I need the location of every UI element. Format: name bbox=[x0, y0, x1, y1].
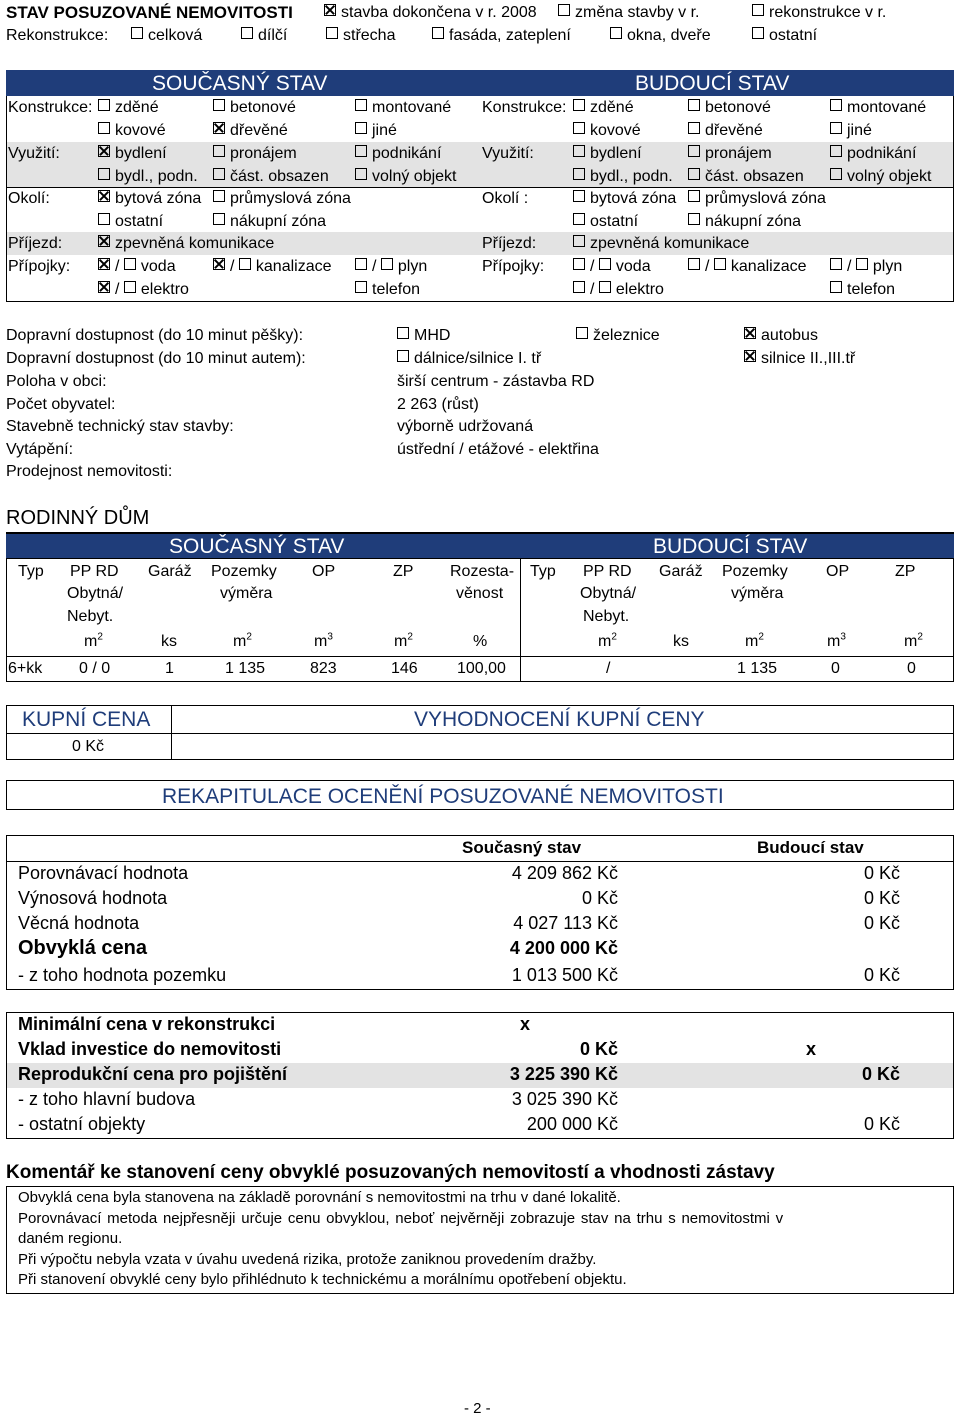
okoli-label: Okolí: bbox=[8, 190, 50, 207]
checkbox[interactable] bbox=[355, 168, 367, 180]
checkbox[interactable] bbox=[573, 122, 585, 134]
rd-fut-pozemky: 1 135 bbox=[737, 660, 778, 677]
rd-fh-pprd: PP RD bbox=[583, 563, 632, 580]
checkbox-checked[interactable] bbox=[98, 145, 110, 157]
cur-jine[interactable]: jiné bbox=[355, 122, 397, 140]
checkbox[interactable] bbox=[397, 350, 409, 362]
state-header-band bbox=[6, 70, 954, 96]
checkbox[interactable] bbox=[688, 99, 700, 111]
poloha-label: Poloha v obci: bbox=[6, 373, 107, 390]
recap-label-porovnavaci: Porovnávací hodnota bbox=[18, 863, 189, 883]
checkbox[interactable] bbox=[124, 281, 136, 293]
checkbox[interactable] bbox=[576, 327, 588, 339]
rek-celkova[interactable]: celková bbox=[131, 27, 202, 45]
recap-fut-porovnavaci: 0 Kč bbox=[863, 863, 900, 883]
rd-fh-zp: ZP bbox=[895, 563, 916, 580]
rekap-title: REKAPITULACE OCENĚNÍ POSUZOVANÉ NEMOVITOSTI bbox=[162, 785, 724, 808]
rd-h-venost: věnost bbox=[456, 585, 504, 602]
rd-h-pozemky: Pozemky bbox=[211, 563, 277, 580]
rd-cur-pprd: 0 / 0 bbox=[79, 660, 111, 677]
rd-fut-pprd: / bbox=[606, 660, 611, 677]
car-silnice[interactable]: silnice II.,III.tř bbox=[744, 350, 855, 368]
checkbox[interactable] bbox=[124, 258, 136, 270]
fut-betonove[interactable]: betonové bbox=[688, 99, 771, 117]
rd-fh-op: OP bbox=[826, 563, 850, 580]
checkbox[interactable] bbox=[213, 213, 225, 225]
checkbox[interactable] bbox=[98, 168, 110, 180]
recap2-label-vklad: Vklad investice do nemovitosti bbox=[18, 1039, 282, 1059]
recap-cur-vecna: 4 027 113 Kč bbox=[513, 913, 618, 933]
rek-strecha[interactable]: střecha bbox=[326, 27, 395, 45]
comment-line: Porovnávací metoda nejpřesněji určuje cenu obvyklou, neboť nejvěrněji zobrazuje stav na trhu s nemovitostmi v bbox=[18, 1210, 784, 1227]
walk-label: Dopravní dostupnost (do 10 minut pěšky): bbox=[6, 327, 304, 344]
comment-line: Při výpočtu nebyla vzata v úvahu uvedená rizika, protože zaniknou provedením dražby. bbox=[18, 1251, 597, 1268]
fut-bydl-podn[interactable]: bydl., podn. bbox=[573, 168, 673, 186]
rek-ostatni[interactable]: ostatní bbox=[752, 27, 817, 45]
rd-unit: $m^2$ bbox=[904, 631, 923, 650]
checkbox[interactable] bbox=[98, 122, 110, 134]
checkbox[interactable] bbox=[355, 145, 367, 157]
checkbox-checked[interactable] bbox=[98, 190, 110, 202]
checkbox[interactable] bbox=[599, 281, 611, 293]
checkbox[interactable] bbox=[599, 258, 611, 270]
fut-bytova-zona[interactable]: bytová zóna bbox=[573, 190, 676, 208]
table-border bbox=[6, 301, 954, 302]
rd-cur-rozestavenost: 100,00 bbox=[457, 660, 506, 677]
checkbox[interactable] bbox=[688, 168, 700, 180]
rd-cur-pozemky: 1 135 bbox=[225, 660, 266, 677]
rd-row-line bbox=[6, 656, 954, 657]
rek-okna[interactable]: okna, dveře bbox=[610, 27, 711, 45]
walk-zeleznice[interactable]: železnice bbox=[576, 327, 660, 345]
recap-fut-pozemek: 0 Kč bbox=[863, 965, 900, 985]
rd-unit: $m^2$ bbox=[233, 631, 252, 650]
checkbox-checked[interactable] bbox=[744, 327, 756, 339]
recap2-cur-min: x bbox=[519, 1014, 530, 1034]
fut-ostatni[interactable]: ostatní bbox=[573, 213, 638, 231]
checkbox[interactable] bbox=[98, 213, 110, 225]
fut-volny-objekt[interactable]: volný objekt bbox=[830, 168, 932, 186]
cur-ostatni[interactable]: ostatní bbox=[98, 213, 163, 231]
rd-future-title: BUDOUCÍ STAV bbox=[653, 535, 808, 558]
checkbox[interactable] bbox=[752, 4, 764, 16]
konstrukce-label-future: Konstrukce: bbox=[482, 99, 567, 116]
fut-cast-obsazen[interactable]: část. obsazen bbox=[688, 168, 804, 186]
recap2-fut-ostatni: 0 Kč bbox=[863, 1114, 900, 1134]
recap2-fut-vklad: x bbox=[806, 1039, 817, 1059]
checkbox[interactable] bbox=[830, 99, 842, 111]
checkbox[interactable] bbox=[213, 99, 225, 111]
checkbox[interactable] bbox=[688, 258, 700, 270]
cur-bytova-zona[interactable]: bytová zóna bbox=[98, 190, 201, 208]
prijezd-label: Příjezd: bbox=[8, 235, 63, 252]
checkbox[interactable] bbox=[830, 281, 842, 293]
recap2-label-min: Minimální cena v rekonstrukci bbox=[18, 1014, 276, 1034]
cur-nakupni-zona[interactable]: nákupní zóna bbox=[213, 213, 326, 231]
fut-nakupni-zona[interactable]: nákupní zóna bbox=[688, 213, 801, 231]
checkbox[interactable] bbox=[355, 99, 367, 111]
rd-fut-zp: 0 bbox=[907, 660, 916, 677]
future-state-title: BUDOUCÍ STAV bbox=[635, 72, 790, 95]
walk-mhd[interactable]: MHD bbox=[397, 327, 450, 345]
recap2-cur-reprodukcni: 3 225 390 Kč bbox=[509, 1064, 618, 1084]
checkbox[interactable] bbox=[610, 27, 622, 39]
rd-cur-zp: 146 bbox=[391, 660, 418, 677]
checkbox[interactable] bbox=[397, 327, 409, 339]
rd-unit: ks bbox=[161, 633, 177, 650]
cur-zdene[interactable]: zděné bbox=[98, 99, 159, 117]
comment-title: Komentář ke stanovení ceny obvyklé posuzovaných nemovitostí a vhodnosti zástavy bbox=[6, 1162, 775, 1183]
vyhodnoceni-title: VYHODNOCENÍ KUPNÍ CENY bbox=[414, 708, 705, 731]
rd-unit: $m^2$ bbox=[84, 631, 103, 650]
cur-bydl-podn[interactable]: bydl., podn. bbox=[98, 168, 198, 186]
rd-cur-garaz: 1 bbox=[165, 660, 174, 677]
fut-plyn[interactable]: / plyn bbox=[830, 258, 902, 276]
recap-line bbox=[6, 861, 954, 862]
rd-title: RODINNÝ DŮM bbox=[6, 507, 150, 529]
rd-fut-op: 0 bbox=[831, 660, 840, 677]
fut-pronajem[interactable]: pronájem bbox=[688, 145, 772, 163]
recap-h-future: Budoucí stav bbox=[757, 838, 864, 857]
checkbox[interactable] bbox=[213, 190, 225, 202]
prodejnost-label: Prodejnost nemovitosti: bbox=[6, 463, 173, 480]
checkbox[interactable] bbox=[830, 122, 842, 134]
rd-fh-garaz: Garáž bbox=[659, 563, 703, 580]
rd-fh-obytna: Obytná/ bbox=[580, 585, 637, 602]
fut-prumyslova-zona[interactable]: průmyslová zóna bbox=[688, 190, 826, 208]
checkbox[interactable] bbox=[688, 145, 700, 157]
fut-podnikani[interactable]: podnikání bbox=[830, 145, 916, 163]
prijezd-label-future: Příjezd: bbox=[482, 235, 537, 252]
fut-jine[interactable]: jiné bbox=[830, 122, 872, 140]
poloha-value: širší centrum - zástavba RD bbox=[397, 373, 595, 390]
recap-fut-vynosova: 0 Kč bbox=[863, 888, 900, 908]
checkbox[interactable] bbox=[573, 258, 585, 270]
checkbox[interactable] bbox=[688, 190, 700, 202]
recap-cur-obvykla: 4 200 000 Kč bbox=[509, 938, 618, 958]
rek-dilci[interactable]: dílčí bbox=[241, 27, 287, 45]
fut-kanalizace[interactable]: / kanalizace bbox=[688, 258, 807, 276]
cur-podnikani[interactable]: podnikání bbox=[355, 145, 441, 163]
cur-kovove[interactable]: kovové bbox=[98, 122, 166, 140]
checkbox[interactable] bbox=[355, 281, 367, 293]
checkbox-checked[interactable] bbox=[213, 122, 225, 134]
cur-telefon[interactable]: telefon bbox=[355, 281, 420, 299]
fut-montovane[interactable]: montované bbox=[830, 99, 926, 117]
checkbox[interactable] bbox=[98, 99, 110, 111]
car-dalnice[interactable]: dálnice/silnice I. tř bbox=[397, 350, 541, 368]
stav-value: výborně udržovaná bbox=[397, 418, 534, 435]
recap-label-pozemek: - z toho hodnota pozemku bbox=[18, 965, 227, 985]
checkbox[interactable] bbox=[381, 258, 393, 270]
obyvatel-label: Počet obyvatel: bbox=[6, 396, 116, 413]
price-box-divider bbox=[171, 705, 172, 760]
checkbox[interactable] bbox=[573, 99, 585, 111]
rd-cur-typ: 6+kk bbox=[8, 660, 43, 677]
rd-h-pprd: PP RD bbox=[70, 563, 119, 580]
change-option[interactable]: změna stavby v r. bbox=[558, 4, 700, 22]
recap2-label-hlavni: - z toho hlavní budova bbox=[18, 1089, 196, 1109]
checkbox[interactable] bbox=[714, 258, 726, 270]
checkbox[interactable] bbox=[830, 168, 842, 180]
vytapeni-label: Vytápění: bbox=[6, 441, 74, 458]
fut-kovove[interactable]: kovové bbox=[573, 122, 641, 140]
pripojky-label: Přípojky: bbox=[8, 258, 71, 275]
checkbox[interactable] bbox=[688, 122, 700, 134]
kupni-cena-value: 0 Kč bbox=[72, 738, 105, 755]
checkbox[interactable] bbox=[830, 145, 842, 157]
cur-zpevnena[interactable]: zpevněná komunikace bbox=[98, 235, 274, 253]
checkbox-checked[interactable] bbox=[98, 235, 110, 247]
recap2-label-reprodukcni: Reprodukční cena pro pojištění bbox=[18, 1064, 288, 1084]
checkbox[interactable] bbox=[131, 27, 143, 39]
checkbox[interactable] bbox=[573, 168, 585, 180]
recap2-cur-hlavni: 3 025 390 Kč bbox=[511, 1089, 618, 1109]
rek-label: Rekonstrukce: bbox=[6, 27, 109, 44]
stav-label: Stavebně technický stav stavby: bbox=[6, 418, 234, 435]
kupni-cena-title: KUPNÍ CENA bbox=[22, 708, 151, 731]
checkbox[interactable] bbox=[213, 145, 225, 157]
checkbox[interactable] bbox=[355, 258, 367, 270]
rd-fh-vymera: výměra bbox=[731, 585, 784, 602]
cur-prumyslova-zona[interactable]: průmyslová zóna bbox=[213, 190, 351, 208]
pripojky-label-future: Přípojky: bbox=[482, 258, 545, 275]
fut-zpevnena[interactable]: zpevněná komunikace bbox=[573, 235, 749, 253]
cur-kanalizace[interactable]: / kanalizace bbox=[213, 258, 332, 276]
fut-elektro[interactable]: / elektro bbox=[573, 281, 664, 299]
checkbox[interactable] bbox=[558, 4, 570, 16]
obyvatel-value: 2 263 (růst) bbox=[397, 396, 479, 413]
table-border bbox=[6, 96, 7, 302]
cur-pronajem[interactable]: pronájem bbox=[213, 145, 297, 163]
page-title: STAV POSUZOVANÉ NEMOVITOSTI bbox=[6, 3, 293, 22]
rd-h-obytna: Obytná/ bbox=[67, 585, 124, 602]
checkbox-checked[interactable] bbox=[213, 258, 225, 270]
vytapeni-value: ústřední / etážové - elektřina bbox=[397, 441, 599, 458]
rd-h-nebyt: Nebyt. bbox=[67, 608, 114, 625]
recap2-cur-ostatni: 200 000 Kč bbox=[526, 1114, 618, 1134]
konstrukce-label: Konstrukce: bbox=[8, 99, 93, 116]
fut-drevene[interactable]: dřevěné bbox=[688, 122, 763, 140]
checkbox-checked[interactable] bbox=[98, 258, 110, 270]
checkbox[interactable] bbox=[573, 281, 585, 293]
recap-label-obvykla: Obvyklá cena bbox=[18, 937, 147, 959]
rd-h-zp: ZP bbox=[393, 563, 414, 580]
checkbox[interactable] bbox=[573, 145, 585, 157]
price-box-line bbox=[6, 733, 954, 734]
comment-line: daném regionu. bbox=[18, 1230, 123, 1247]
cur-volny-objekt[interactable]: volný objekt bbox=[355, 168, 457, 186]
okoli-label-future: Okolí : bbox=[482, 190, 529, 207]
rd-current-title: SOUČASNÝ STAV bbox=[169, 535, 345, 558]
checkbox[interactable] bbox=[573, 213, 585, 225]
vyuziti-label: Využití: bbox=[8, 145, 60, 162]
checkbox[interactable] bbox=[856, 258, 868, 270]
current-state-title: SOUČASNÝ STAV bbox=[152, 72, 328, 95]
rd-fh-typ: Typ bbox=[530, 563, 556, 580]
cur-cast-obsazen[interactable]: část. obsazen bbox=[213, 168, 329, 186]
rd-unit: ks bbox=[673, 633, 689, 650]
fut-voda[interactable]: / voda bbox=[573, 258, 651, 276]
rd-header-band bbox=[6, 534, 954, 558]
rd-unit: $m^2$ bbox=[745, 631, 764, 650]
cur-bydleni[interactable]: bydlení bbox=[98, 145, 167, 163]
checkbox[interactable] bbox=[752, 27, 764, 39]
page-number: - 2 - bbox=[464, 1400, 491, 1417]
rd-fh-nebyt: Nebyt. bbox=[583, 608, 630, 625]
checkbox[interactable] bbox=[688, 213, 700, 225]
fut-telefon[interactable]: telefon bbox=[830, 281, 895, 299]
checkbox-checked[interactable] bbox=[98, 281, 110, 293]
walk-autobus[interactable]: autobus bbox=[744, 327, 818, 345]
recap-cur-pozemek: 1 013 500 Kč bbox=[511, 965, 618, 985]
recap2-cur-vklad: 0 Kč bbox=[579, 1039, 618, 1059]
checkbox[interactable] bbox=[326, 27, 338, 39]
recap-fut-vecna: 0 Kč bbox=[863, 913, 900, 933]
checkbox[interactable] bbox=[573, 190, 585, 202]
completed-option[interactable]: stavba dokončena v r. 2008 bbox=[324, 4, 537, 22]
checkbox-checked[interactable] bbox=[744, 350, 756, 362]
comment-line: Při stanovení obvyklé ceny bylo přihlédnuto k technickému a morálnímu opotřebení objektu. bbox=[18, 1271, 627, 1288]
checkbox[interactable] bbox=[573, 235, 585, 247]
checkbox[interactable] bbox=[213, 168, 225, 180]
cur-voda[interactable]: / voda bbox=[98, 258, 176, 276]
cur-plyn[interactable]: / plyn bbox=[355, 258, 427, 276]
table-border bbox=[953, 96, 954, 302]
checkbox-checked[interactable] bbox=[324, 4, 336, 16]
table-border bbox=[6, 187, 954, 188]
rd-h-garaz: Garáž bbox=[148, 563, 192, 580]
reconstruction-option[interactable]: rekonstrukce v r. bbox=[752, 4, 886, 22]
recap-cur-porovnavaci: 4 209 862 Kč bbox=[511, 863, 618, 883]
rd-h-vymera: výměra bbox=[220, 585, 273, 602]
recap-label-vecna: Věcná hodnota bbox=[18, 913, 140, 933]
rd-unit: $m^2$ bbox=[598, 631, 617, 650]
rd-h-typ: Typ bbox=[18, 563, 44, 580]
rd-divider bbox=[520, 558, 521, 682]
checkbox[interactable] bbox=[241, 27, 253, 39]
recap2-label-ostatni: - ostatní objekty bbox=[18, 1114, 146, 1134]
fut-zdene[interactable]: zděné bbox=[573, 99, 634, 117]
fut-bydleni[interactable]: bydlení bbox=[573, 145, 642, 163]
rd-unit: % bbox=[473, 633, 488, 650]
rd-unit: $m^2$ bbox=[394, 631, 413, 650]
recap-cur-vynosova: 0 Kč bbox=[581, 888, 618, 908]
recap2-fut-reprodukcni: 0 Kč bbox=[861, 1064, 900, 1084]
rd-fh-pozemky: Pozemky bbox=[722, 563, 788, 580]
comment-line: Obvyklá cena byla stanovena na základě porovnání s nemovitostmi na trhu v dané lokalitě. bbox=[18, 1189, 621, 1206]
checkbox[interactable] bbox=[355, 122, 367, 134]
cur-betonove[interactable]: betonové bbox=[213, 99, 296, 117]
rek-fasada[interactable]: fasáda, zateplení bbox=[432, 27, 571, 45]
checkbox[interactable] bbox=[239, 258, 251, 270]
rd-h-rozesta: Rozesta- bbox=[450, 563, 515, 580]
rd-unit: $m^3$ bbox=[827, 631, 846, 650]
recap-h-current: Současný stav bbox=[462, 838, 582, 857]
checkbox[interactable] bbox=[830, 258, 842, 270]
car-label: Dopravní dostupnost (do 10 minut autem): bbox=[6, 350, 306, 367]
rd-cur-op: 823 bbox=[310, 660, 337, 677]
rd-h-op: OP bbox=[312, 563, 336, 580]
cur-elektro[interactable]: / elektro bbox=[98, 281, 189, 299]
checkbox[interactable] bbox=[432, 27, 444, 39]
rd-unit: $m^3$ bbox=[314, 631, 333, 650]
recap-label-vynosova: Výnosová hodnota bbox=[18, 888, 168, 908]
cur-montovane[interactable]: montované bbox=[355, 99, 451, 117]
vyuziti-label-future: Využití: bbox=[482, 145, 534, 162]
cur-drevene[interactable]: dřevěné bbox=[213, 122, 288, 140]
